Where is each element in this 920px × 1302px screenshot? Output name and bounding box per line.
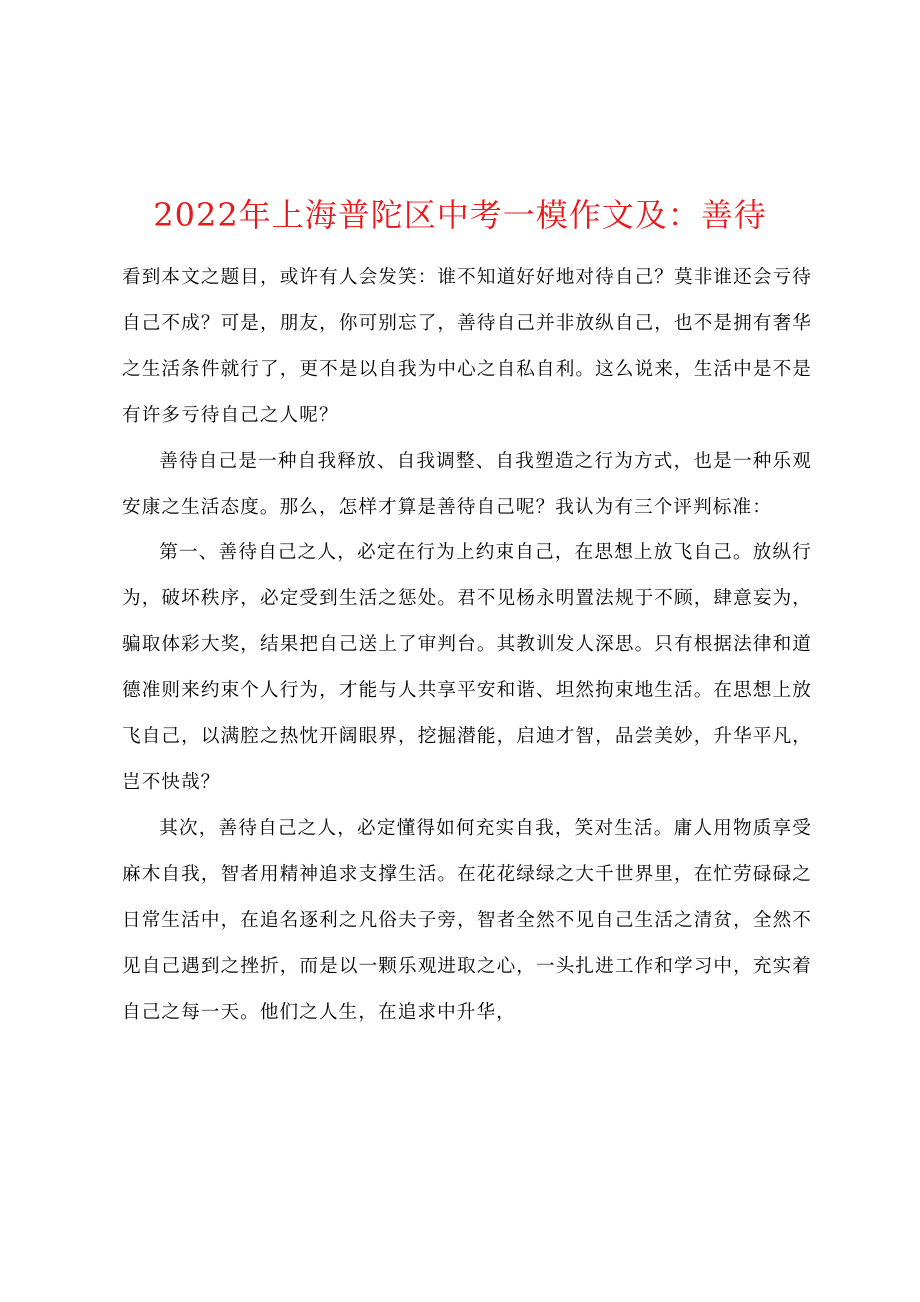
document-title: 2022年上海普陀区中考一模作文及：善待 bbox=[153, 196, 767, 234]
paragraph-1: 看到本文之题目，或许有人会发笑：谁不知道好好地对待自己？莫非谁还会亏待自己不成？可是，朋友，你可别忘了，善待自己并非放纵自己，也不是拥有奢华之生活条件就行了，更不是以自我为中心之自私自利。这么说来，生活中是不是有许多亏待自己之人呢？ bbox=[122, 267, 812, 426]
paragraph-4: 其次，善待自己之人，必定懂得如何充实自我，笑对生活。庸人用物质享受麻木自我，智者用精神追求支撑生活。在花花绿绿之大千世界里，在忙劳碌碌之日常生活中，在追名逐利之凡俗夫子旁，智者全然不见自己生活之清贫，全然不见自己遇到之挫折，而是以一颗乐观进取之心，一头扎进工作和学习中，充实着自己之每一天。他们之人生，在追求中升华， bbox=[122, 817, 812, 1023]
paragraph-2: 善待自己是一种自我释放、自我调整、自我塑造之行为方式，也是一种乐观安康之生活态度。那么，怎样才算是善待自己呢？我认为有三个评判标准： bbox=[122, 450, 812, 518]
paragraph-3: 第一、善待自己之人，必定在行为上约束自己，在思想上放飞自己。放纵行为，破坏秩序，必定受到生活之惩处。君不见杨永明置法规于不顾，肆意妄为，骗取体彩大奖，结果把自己送上了审判台。其教训发人深思。只有根据法律和道德准则来约束个人行为，才能与人共享平安和谐、坦然拘束地生活。在思想上放飞自己，以满腔之热忱开阔眼界，挖掘潜能，启迪才智，品尝美妙，升华平凡，岂不快哉？ bbox=[122, 542, 812, 793]
document-body bbox=[122, 255, 812, 1035]
